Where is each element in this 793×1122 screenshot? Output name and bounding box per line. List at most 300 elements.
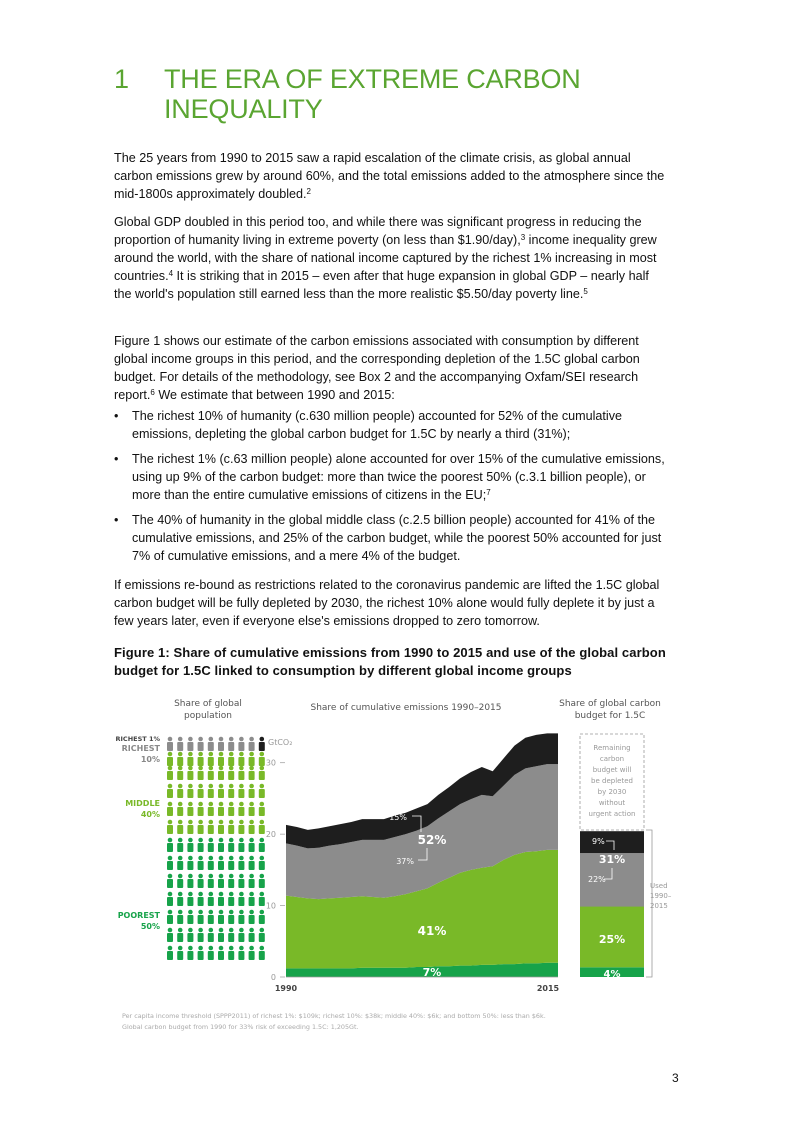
person-icon: [218, 910, 224, 924]
person-body: [198, 807, 204, 816]
person-icon: [187, 784, 193, 798]
person-head: [219, 910, 224, 915]
person-head: [209, 784, 214, 789]
person-head: [260, 737, 265, 742]
person-head: [229, 856, 234, 861]
person-icon: [249, 946, 255, 960]
used-budget-note: [650, 882, 672, 910]
person-icon: [167, 820, 173, 834]
person-icon: [198, 928, 204, 942]
person-head: [209, 737, 214, 742]
person-head: [209, 838, 214, 843]
person-body: [187, 742, 193, 751]
person-icon: [228, 802, 234, 816]
person-body: [187, 879, 193, 888]
person-head: [209, 892, 214, 897]
person-head: [168, 928, 173, 933]
person-head: [229, 946, 234, 951]
person-body: [238, 771, 244, 780]
person-body: [238, 861, 244, 870]
person-body: [167, 771, 173, 780]
remaining-note-line: urgent action: [588, 810, 636, 818]
person-body: [218, 915, 224, 924]
person-body: [259, 771, 265, 780]
person-body: [259, 825, 265, 834]
person-head: [209, 820, 214, 825]
person-icon: [218, 946, 224, 960]
person-head: [188, 802, 193, 807]
person-head: [188, 856, 193, 861]
bullet-text: The 40% of humanity in the global middle class (c.2.5 billion people) accounted for 41% of the cumulative emissions, and 25% of the carbon budget, while the poorest 50% accounted for just 7% of cumulative emissions, and a mere 4% of the budget.: [132, 513, 662, 563]
person-head: [168, 946, 173, 951]
person-icon: [187, 737, 193, 751]
person-body: [208, 951, 214, 960]
person-head: [229, 820, 234, 825]
budget-label-31pct: 31%: [598, 853, 626, 866]
person-head: [229, 838, 234, 843]
person-icon: [228, 766, 234, 780]
person-icon: [208, 838, 214, 852]
person-body: [238, 915, 244, 924]
person-head: [239, 910, 244, 915]
person-body: [249, 915, 255, 924]
person-icon: [198, 766, 204, 780]
bullet-item: [114, 511, 669, 565]
person-body: [198, 771, 204, 780]
person-body: [228, 915, 234, 924]
person-icon: [208, 946, 214, 960]
y-tick-label: 0: [270, 973, 276, 982]
person-icon: [228, 820, 234, 834]
person-head: [188, 892, 193, 897]
person-body: [249, 807, 255, 816]
budget-header: Share of global carbon: [559, 699, 661, 709]
person-icon: [167, 838, 173, 852]
person-icon: [177, 838, 183, 852]
person-icon: [218, 856, 224, 870]
person-head: [239, 737, 244, 742]
person-body: [177, 825, 183, 834]
person-body: [259, 843, 265, 852]
person-body: [167, 915, 173, 924]
person-head: [229, 737, 234, 742]
footnote-ref: 4: [168, 269, 174, 278]
person-icon: [177, 928, 183, 942]
person-body: [218, 757, 224, 766]
person-head: [219, 946, 224, 951]
person-icon: [187, 766, 193, 780]
person-body: [218, 789, 224, 798]
footnote-ref: 2: [306, 187, 311, 196]
person-icon: [238, 802, 244, 816]
person-body: [249, 879, 255, 888]
person-body: [167, 951, 173, 960]
person-body: [198, 861, 204, 870]
person-icon: [177, 856, 183, 870]
person-icon: [218, 874, 224, 888]
person-body: [208, 843, 214, 852]
label-37pct: 37%: [396, 857, 414, 866]
person-icon: [259, 874, 265, 888]
person-head: [249, 752, 254, 757]
person-icon: [187, 802, 193, 816]
person-body: [259, 897, 265, 906]
person-head: [260, 784, 265, 789]
remaining-note-line: carbon: [599, 755, 625, 763]
person-icon: [259, 892, 265, 906]
person-body: [218, 879, 224, 888]
person-head: [239, 820, 244, 825]
person-icon: [238, 820, 244, 834]
budget-segment: [580, 831, 644, 853]
person-icon: [177, 874, 183, 888]
person-head: [178, 737, 183, 742]
person-head: [178, 946, 183, 951]
person-body: [228, 861, 234, 870]
budget-header: budget for 1.5C: [574, 711, 646, 721]
label-poorest: POOREST: [117, 911, 160, 920]
person-body: [228, 825, 234, 834]
paragraph-4-text: If emissions re-bound as restrictions related to the coronavirus pandemic are lifted the 1.5C global carbon budget will be fully depleted by 2030, the richest 10% alone would fully deplete it by just a few years later, even if everyone else's emissions dropped to zero tomorrow.: [114, 578, 660, 628]
paragraph-1: [114, 149, 669, 203]
person-icon: [259, 946, 265, 960]
person-icon: [187, 910, 193, 924]
person-icon: [177, 752, 183, 766]
person-head: [209, 766, 214, 771]
person-icon: [259, 752, 265, 766]
x-tick-label: 2015: [536, 984, 560, 993]
person-head: [229, 802, 234, 807]
figure-title: Figure 1: Share of cumulative emissions from 1990 to 2015 and use of the global carbon budget for 1.5C linked to consumption by different global income groups: [114, 645, 666, 678]
person-icon: [167, 928, 173, 942]
person-icon: [238, 874, 244, 888]
figure-footnote: Per capita income threshold (SPPP2011) of richest 1%: $109k; richest 10%: $38k; middle 40%: $6k; and bottom 50%: less than $6k.: [122, 1012, 546, 1020]
person-icon: [218, 838, 224, 852]
person-head: [178, 802, 183, 807]
person-icon: [208, 874, 214, 888]
used-note-line: 1990–: [650, 892, 672, 900]
person-head: [219, 784, 224, 789]
person-head: [198, 874, 203, 879]
person-body: [208, 742, 214, 751]
person-icon: [259, 838, 265, 852]
person-head: [239, 752, 244, 757]
person-body: [167, 825, 173, 834]
person-icon: [198, 737, 204, 751]
person-body: [177, 897, 183, 906]
population-header: population: [184, 711, 232, 721]
label-15pct: 15%: [389, 813, 407, 822]
label-middle: MIDDLE: [125, 799, 160, 808]
person-icon: [177, 802, 183, 816]
person-head: [219, 856, 224, 861]
person-icon: [167, 892, 173, 906]
paragraph-3-text: We estimate that between 1990 and 2015:: [154, 388, 395, 402]
person-head: [249, 784, 254, 789]
person-head: [249, 802, 254, 807]
person-body: [208, 789, 214, 798]
person-icon: [208, 856, 214, 870]
person-head: [168, 838, 173, 843]
person-body: [259, 915, 265, 924]
person-body: [228, 757, 234, 766]
person-icon: [198, 820, 204, 834]
person-body: [218, 933, 224, 942]
person-body: [177, 915, 183, 924]
person-head: [188, 910, 193, 915]
person-icon: [198, 856, 204, 870]
person-icon: [238, 892, 244, 906]
person-icon: [167, 856, 173, 870]
person-head: [188, 928, 193, 933]
person-icon: [249, 784, 255, 798]
person-body: [187, 771, 193, 780]
person-body: [218, 897, 224, 906]
person-icon: [238, 737, 244, 751]
y-axis-unit: GtCO₂: [268, 738, 293, 747]
person-head: [198, 820, 203, 825]
person-body: [238, 843, 244, 852]
person-icon: [238, 946, 244, 960]
person-head: [168, 892, 173, 897]
footnote-ref: 5: [583, 287, 588, 296]
person-body: [249, 897, 255, 906]
person-body: [198, 843, 204, 852]
person-icon: [249, 838, 255, 852]
person-icon: [198, 838, 204, 852]
person-body: [208, 825, 214, 834]
person-icon: [218, 752, 224, 766]
person-head: [239, 766, 244, 771]
person-icon: [218, 928, 224, 942]
footnote-ref: 3: [520, 233, 526, 242]
figure-1: [114, 690, 674, 1050]
person-body: [218, 771, 224, 780]
person-icon: [167, 802, 173, 816]
paragraph-3: [114, 332, 669, 572]
person-head: [198, 752, 203, 757]
person-head: [178, 892, 183, 897]
person-icon: [259, 766, 265, 780]
person-icon: [249, 874, 255, 888]
person-icon: [177, 910, 183, 924]
chapter-title: THE ERA OF EXTREME CARBON INEQUALITY: [164, 64, 581, 124]
person-head: [188, 784, 193, 789]
person-icon: [167, 737, 173, 751]
person-body: [238, 757, 244, 766]
person-head: [249, 820, 254, 825]
person-icon: [187, 856, 193, 870]
person-head: [178, 838, 183, 843]
person-icon: [259, 784, 265, 798]
person-body: [238, 897, 244, 906]
person-head: [188, 737, 193, 742]
person-body: [177, 807, 183, 816]
person-body: [238, 951, 244, 960]
person-body: [187, 757, 193, 766]
person-icon: [208, 820, 214, 834]
person-head: [198, 928, 203, 933]
person-head: [249, 838, 254, 843]
person-body: [259, 742, 265, 751]
person-body: [187, 897, 193, 906]
person-head: [178, 820, 183, 825]
person-head: [249, 892, 254, 897]
person-icon: [208, 802, 214, 816]
person-icon: [208, 737, 214, 751]
person-icon: [259, 910, 265, 924]
person-head: [219, 820, 224, 825]
person-body: [228, 771, 234, 780]
person-head: [198, 838, 203, 843]
person-head: [249, 874, 254, 879]
person-body: [208, 897, 214, 906]
person-icon: [228, 737, 234, 751]
person-head: [239, 874, 244, 879]
person-icon: [249, 802, 255, 816]
person-head: [239, 928, 244, 933]
footnote-ref: 6: [150, 388, 155, 397]
y-tick-label: 10: [265, 901, 276, 911]
person-body: [177, 742, 183, 751]
person-icon: [249, 856, 255, 870]
person-body: [228, 879, 234, 888]
person-body: [187, 861, 193, 870]
bullet-item: [114, 407, 669, 443]
person-icon: [228, 928, 234, 942]
paragraph-2-text: Global GDP doubled in this period too, and while there was significant progress in reducing the proportion of humanity living in extreme poverty (on less than $1.90/day),: [114, 215, 642, 247]
person-body: [208, 879, 214, 888]
person-body: [167, 757, 173, 766]
person-head: [260, 766, 265, 771]
person-icon: [167, 752, 173, 766]
person-body: [187, 933, 193, 942]
footnote-ref: 7: [486, 488, 491, 497]
person-icon: [249, 737, 255, 751]
paragraph-2: [114, 213, 669, 303]
person-head: [168, 766, 173, 771]
person-body: [238, 789, 244, 798]
person-body: [249, 861, 255, 870]
person-icon: [228, 856, 234, 870]
figure-chart: [114, 690, 674, 1050]
person-head: [229, 766, 234, 771]
person-head: [239, 946, 244, 951]
person-body: [259, 757, 265, 766]
figure-footnote: Global carbon budget from 1990 for 33% risk of exceeding 1.5C: 1,205Gt.: [122, 1023, 359, 1031]
person-head: [260, 752, 265, 757]
person-head: [168, 910, 173, 915]
person-head: [260, 802, 265, 807]
label-poorest: 50%: [140, 922, 160, 931]
person-body: [249, 789, 255, 798]
person-head: [239, 856, 244, 861]
person-body: [228, 843, 234, 852]
person-body: [249, 771, 255, 780]
person-body: [249, 757, 255, 766]
person-icon: [187, 820, 193, 834]
person-icon: [259, 802, 265, 816]
person-body: [238, 825, 244, 834]
person-body: [218, 825, 224, 834]
person-icon: [259, 820, 265, 834]
y-tick-label: 30: [265, 758, 276, 768]
person-icon: [187, 928, 193, 942]
person-head: [249, 910, 254, 915]
person-head: [198, 892, 203, 897]
person-icon: [238, 766, 244, 780]
person-body: [208, 807, 214, 816]
label-middle: 40%: [140, 810, 160, 819]
person-icon: [187, 892, 193, 906]
person-body: [177, 933, 183, 942]
person-head: [229, 784, 234, 789]
person-body: [238, 879, 244, 888]
person-icon: [177, 737, 183, 751]
budget-label-9pct: 9%: [592, 837, 605, 846]
person-icon: [198, 874, 204, 888]
person-head: [168, 856, 173, 861]
person-head: [178, 784, 183, 789]
person-head: [239, 838, 244, 843]
person-head: [239, 892, 244, 897]
person-body: [177, 843, 183, 852]
person-body: [198, 825, 204, 834]
person-body: [198, 915, 204, 924]
person-body: [177, 771, 183, 780]
paragraph-4: [114, 576, 669, 630]
person-icon: [218, 820, 224, 834]
person-head: [260, 946, 265, 951]
person-icon: [167, 766, 173, 780]
person-icon: [218, 737, 224, 751]
person-body: [228, 789, 234, 798]
paragraph-3-text: Figure 1 shows our estimate of the carbon emissions associated with consumption by different global income groups in this period, and the corresponding depletion of the 1.5C global carbon budget. For details of the methodology, see Box 2 and the accompanying Oxfam/SEI research report.: [114, 334, 640, 402]
person-head: [188, 838, 193, 843]
person-body: [177, 951, 183, 960]
person-head: [229, 910, 234, 915]
person-icon: [208, 766, 214, 780]
person-icon: [238, 838, 244, 852]
person-head: [198, 856, 203, 861]
person-body: [198, 789, 204, 798]
label-7pct: 7%: [422, 966, 442, 979]
person-head: [229, 874, 234, 879]
person-body: [187, 807, 193, 816]
person-head: [249, 737, 254, 742]
person-head: [249, 856, 254, 861]
person-body: [167, 742, 173, 751]
x-tick-label: 1990: [274, 984, 298, 993]
person-head: [188, 874, 193, 879]
person-head: [249, 946, 254, 951]
person-icon: [218, 766, 224, 780]
remaining-note-line: by 2030: [597, 788, 627, 796]
person-head: [219, 802, 224, 807]
person-icon: [167, 874, 173, 888]
person-body: [228, 742, 234, 751]
label-41pct: 41%: [417, 924, 447, 938]
remaining-note-line: budget will: [592, 766, 632, 774]
person-head: [260, 928, 265, 933]
y-axis: [266, 759, 285, 982]
person-icon: [238, 928, 244, 942]
person-icon: [228, 874, 234, 888]
person-body: [167, 789, 173, 798]
person-head: [198, 737, 203, 742]
person-icon: [249, 752, 255, 766]
used-note-line: Used: [650, 882, 668, 890]
